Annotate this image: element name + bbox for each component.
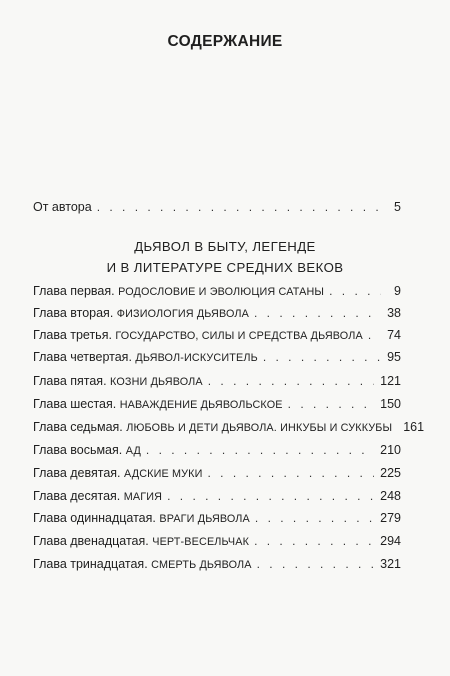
dot-leader	[254, 534, 374, 548]
toc-page-number: 210	[380, 443, 401, 457]
toc-entry-label	[33, 489, 162, 503]
section-heading	[0, 236, 450, 278]
chapter-title: АДСКИЕ МУКИ	[124, 468, 203, 480]
toc-entry-chapter-11[interactable]	[33, 511, 401, 525]
toc-page-number: 248	[380, 489, 401, 503]
toc-entry-label	[33, 284, 324, 298]
chapter-number: Глава шестая.	[33, 397, 117, 411]
toc-page-number: 294	[380, 534, 401, 548]
chapter-title: ЛЮБОВЬ И ДЕТИ ДЬЯВОЛА. ИНКУБЫ И СУККУБЫ	[126, 422, 393, 434]
chapter-number: Глава одиннадцатая.	[33, 511, 156, 525]
toc-page-number: 161	[403, 420, 425, 434]
toc-entry-chapter-13[interactable]	[33, 557, 401, 571]
chapter-number: Глава седьмая.	[33, 420, 123, 434]
toc-entry-chapter-8[interactable]	[33, 443, 401, 457]
toc-entry-label	[33, 534, 249, 548]
chapter-title: ДЬЯВОЛ-ИСКУСИТЕЛЬ	[135, 352, 258, 364]
toc-entry-label	[33, 466, 203, 480]
chapter-number: Глава двенадцатая.	[33, 534, 149, 548]
toc-page-number: 5	[394, 200, 401, 214]
toc-entry-label: От автора	[33, 200, 92, 214]
toc-entry-label	[33, 511, 250, 525]
chapter-number: Глава пятая.	[33, 374, 107, 388]
chapter-number: Глава первая.	[33, 284, 115, 298]
page-title: СОДЕРЖАНИЕ	[167, 33, 283, 50]
dot-leader	[208, 466, 375, 480]
dot-leader	[208, 374, 374, 388]
chapter-title: НАВАЖДЕНИЕ ДЬЯВОЛЬСКОЕ	[119, 399, 283, 411]
toc-entry-chapter-10[interactable]	[33, 489, 401, 503]
chapter-title: ФИЗИОЛОГИЯ ДЬЯВОЛА	[116, 308, 250, 320]
toc-entry-chapter-1[interactable]	[33, 284, 401, 298]
dot-leader	[368, 328, 381, 342]
toc-entry-label	[33, 443, 141, 457]
toc-page-number: 150	[380, 397, 401, 411]
toc-page-number: 121	[380, 374, 401, 388]
toc-entry-chapter-12[interactable]	[33, 534, 401, 548]
toc-entry-label	[33, 374, 203, 388]
chapter-number: Глава третья.	[33, 328, 112, 342]
toc-page-number: 95	[387, 350, 401, 364]
chapter-number: Глава вторая.	[33, 306, 114, 320]
chapter-title: МАГИЯ	[123, 491, 163, 503]
chapter-number: Глава десятая.	[33, 489, 121, 503]
dot-leader	[288, 397, 374, 411]
chapter-title: ГОСУДАРСТВО, СИЛЫ И СРЕДСТВА ДЬЯВОЛА	[115, 330, 363, 342]
chapter-number: Глава девятая.	[33, 466, 121, 480]
toc-entry-chapter-4[interactable]	[33, 350, 401, 364]
chapter-title: КОЗНИ ДЬЯВОЛА	[110, 376, 203, 388]
toc-page-number: 9	[394, 284, 401, 298]
toc-entry-chapter-6[interactable]	[33, 397, 401, 411]
toc-page-number: 225	[380, 466, 401, 480]
toc-entry-chapter-9[interactable]	[33, 466, 401, 480]
chapter-number: Глава тринадцатая.	[33, 557, 148, 571]
dot-leader	[263, 350, 381, 364]
toc-entry-label	[33, 397, 283, 411]
dot-leader	[254, 306, 381, 320]
chapter-title: АД	[125, 445, 141, 457]
section-heading-line-1: ДЬЯВОЛ В БЫТУ, ЛЕГЕНДЕ	[134, 239, 316, 254]
dot-leader	[329, 284, 381, 298]
toc-entry-foreword[interactable]	[33, 200, 401, 214]
toc-page-number: 74	[387, 328, 401, 342]
chapter-title: СМЕРТЬ ДЬЯВОЛА	[151, 559, 252, 571]
toc-page-number: 279	[380, 511, 401, 525]
toc-entry-label	[33, 328, 363, 342]
chapter-title: ЧЕРТ-ВЕСЕЛЬЧАК	[152, 536, 250, 548]
chapter-number: Глава четвертая.	[33, 350, 132, 364]
dot-leader	[257, 557, 375, 571]
toc-entry-chapter-5[interactable]	[33, 374, 401, 388]
toc-entry-chapter-2[interactable]	[33, 306, 401, 320]
toc-entry-label	[33, 350, 258, 364]
section-heading-line-2: И В ЛИТЕРАТУРЕ СРЕДНИХ ВЕКОВ	[106, 260, 344, 275]
chapter-title: РОДОСЛОВИЕ И ЭВОЛЮЦИЯ САТАНЫ	[118, 286, 325, 298]
toc-page-number: 38	[387, 306, 401, 320]
chapter-number: Глава восьмая.	[33, 443, 123, 457]
toc-entry-label	[33, 557, 252, 571]
dot-leader	[255, 511, 374, 525]
dot-leader	[146, 443, 374, 457]
dot-leader	[167, 489, 374, 503]
toc-entry-chapter-3[interactable]	[33, 328, 401, 342]
toc-entry-label	[33, 306, 249, 320]
chapter-title: ВРАГИ ДЬЯВОЛА	[159, 513, 250, 525]
toc-entry-label	[33, 420, 392, 434]
toc-page-number: 321	[380, 557, 401, 571]
toc-entry-chapter-7[interactable]	[33, 420, 425, 434]
dot-leader	[97, 200, 381, 214]
